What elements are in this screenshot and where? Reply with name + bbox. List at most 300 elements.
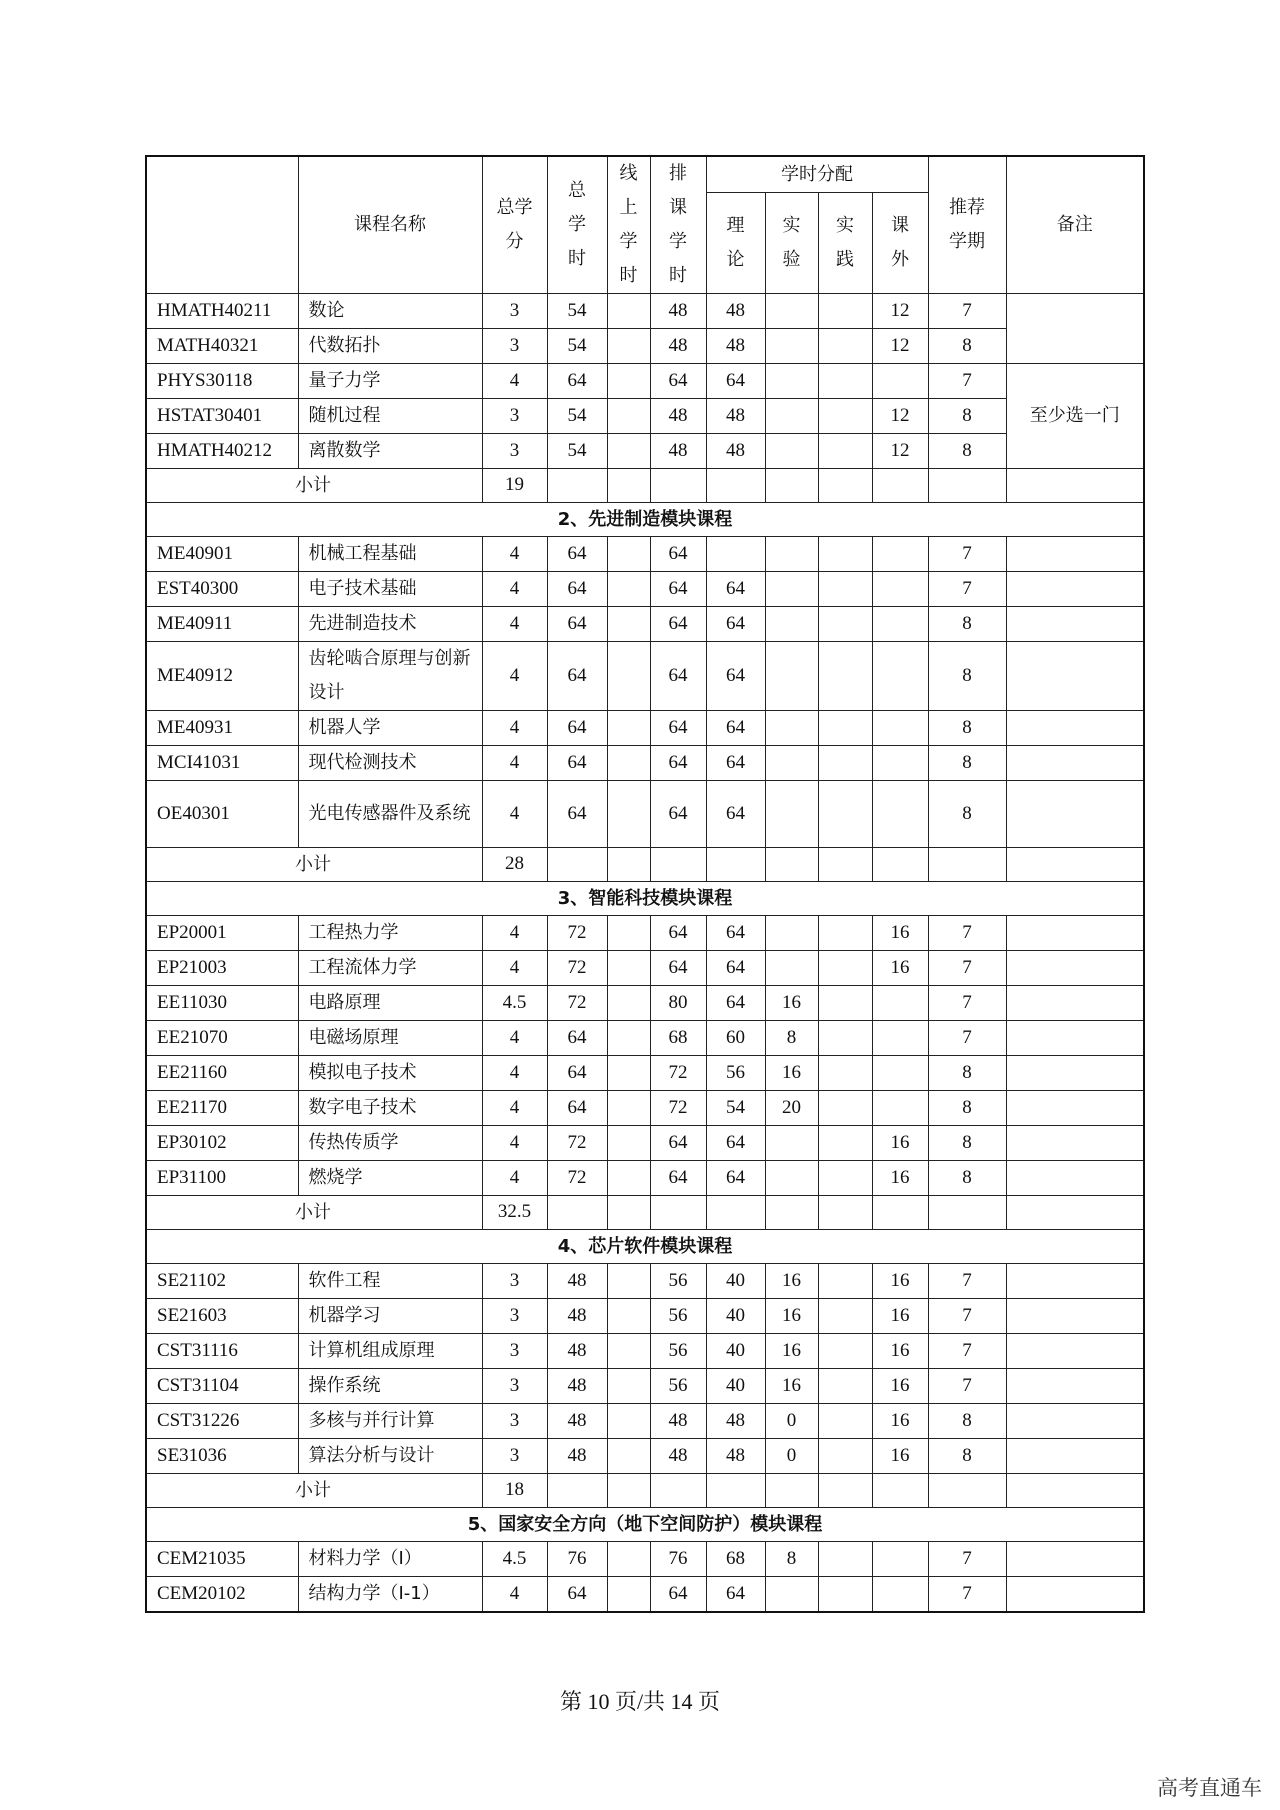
practice-hours [818, 746, 872, 781]
practice-hours [818, 1056, 872, 1091]
course-code: CST31104 [146, 1369, 298, 1404]
total-hours: 64 [547, 711, 607, 746]
lab-hours [765, 711, 818, 746]
theory-hours: 40 [706, 1264, 765, 1299]
remark-cell [1006, 1056, 1144, 1091]
online-hours [607, 1542, 650, 1577]
extra-hours [872, 642, 928, 711]
course-code: CST31116 [146, 1334, 298, 1369]
online-hours [607, 1264, 650, 1299]
practice-hours [818, 399, 872, 434]
section-header-row [146, 1230, 1144, 1264]
table-row [146, 1439, 1144, 1474]
course-name: 数字电子技术 [298, 1091, 482, 1126]
credits: 4 [482, 1091, 547, 1126]
remark-cell [1006, 642, 1144, 711]
credits: 4 [482, 607, 547, 642]
theory-hours: 48 [706, 1404, 765, 1439]
scheduled-hours: 76 [650, 1542, 706, 1577]
header-semester: 推荐学期 [928, 156, 1006, 294]
header-scheduled-hours: 排课学时 [650, 156, 706, 294]
semester: 7 [928, 1542, 1006, 1577]
course-name: 多核与并行计算 [298, 1404, 482, 1439]
semester: 7 [928, 1264, 1006, 1299]
remark-cell [1006, 986, 1144, 1021]
extra-hours: 16 [872, 1264, 928, 1299]
extra-hours: 16 [872, 916, 928, 951]
credits: 4 [482, 537, 547, 572]
course-code: EP21003 [146, 951, 298, 986]
total-hours: 64 [547, 607, 607, 642]
theory-hours: 40 [706, 1369, 765, 1404]
semester: 8 [928, 1056, 1006, 1091]
lab-hours: 16 [765, 986, 818, 1021]
extra-hours: 16 [872, 1334, 928, 1369]
online-hours [607, 1299, 650, 1334]
online-hours [607, 642, 650, 711]
practice-hours [818, 711, 872, 746]
course-code: EE21170 [146, 1091, 298, 1126]
theory-hours: 64 [706, 746, 765, 781]
course-code: CEM20102 [146, 1577, 298, 1613]
theory-hours: 64 [706, 711, 765, 746]
practice-hours [818, 1577, 872, 1613]
semester: 8 [928, 1439, 1006, 1474]
theory-hours [706, 537, 765, 572]
course-code: MCI41031 [146, 746, 298, 781]
theory-hours: 48 [706, 1439, 765, 1474]
subtotal-credits: 19 [482, 469, 547, 503]
theory-hours: 40 [706, 1334, 765, 1369]
remark-cell [1006, 1091, 1144, 1126]
scheduled-hours: 56 [650, 1334, 706, 1369]
watermark: 高考直通车 [1157, 1776, 1262, 1800]
theory-hours: 60 [706, 1021, 765, 1056]
extra-hours [872, 1056, 928, 1091]
theory-hours: 48 [706, 434, 765, 469]
lab-hours: 0 [765, 1439, 818, 1474]
subtotal-label: 小计 [146, 848, 482, 882]
lab-hours [765, 329, 818, 364]
theory-hours: 64 [706, 364, 765, 399]
theory-hours: 64 [706, 607, 765, 642]
course-name: 机器学习 [298, 1299, 482, 1334]
credits: 4 [482, 1056, 547, 1091]
course-name: 算法分析与设计 [298, 1439, 482, 1474]
lab-hours [765, 572, 818, 607]
course-name: 代数拓扑 [298, 329, 482, 364]
lab-hours [765, 434, 818, 469]
course-table [145, 155, 1145, 1613]
total-hours: 64 [547, 1056, 607, 1091]
course-name: 燃烧学 [298, 1161, 482, 1196]
online-hours [607, 537, 650, 572]
table-row [146, 329, 1144, 364]
course-name: 齿轮啮合原理与创新设计 [298, 642, 482, 711]
table-row [146, 916, 1144, 951]
table-row [146, 746, 1144, 781]
lab-hours: 20 [765, 1091, 818, 1126]
total-hours: 64 [547, 1091, 607, 1126]
lab-hours [765, 1126, 818, 1161]
semester: 8 [928, 434, 1006, 469]
practice-hours [818, 537, 872, 572]
extra-hours: 12 [872, 399, 928, 434]
table-row [146, 642, 1144, 711]
scheduled-hours: 64 [650, 711, 706, 746]
section-header-row [146, 503, 1144, 537]
practice-hours [818, 642, 872, 711]
lab-hours [765, 399, 818, 434]
total-hours: 64 [547, 364, 607, 399]
practice-hours [818, 951, 872, 986]
online-hours [607, 294, 650, 329]
practice-hours [818, 781, 872, 848]
scheduled-hours: 72 [650, 1056, 706, 1091]
subtotal-label: 小计 [146, 469, 482, 503]
lab-hours: 16 [765, 1056, 818, 1091]
theory-hours: 40 [706, 1299, 765, 1334]
subtotal-label: 小计 [146, 1474, 482, 1508]
course-name: 电子技术基础 [298, 572, 482, 607]
lab-hours [765, 916, 818, 951]
course-name: 计算机组成原理 [298, 1334, 482, 1369]
extra-hours [872, 1021, 928, 1056]
theory-hours: 64 [706, 951, 765, 986]
credits: 3 [482, 1334, 547, 1369]
semester: 8 [928, 1126, 1006, 1161]
practice-hours [818, 1369, 872, 1404]
semester: 8 [928, 781, 1006, 848]
lab-hours [765, 294, 818, 329]
practice-hours [818, 607, 872, 642]
practice-hours [818, 1542, 872, 1577]
extra-hours [872, 1577, 928, 1613]
online-hours [607, 951, 650, 986]
semester: 8 [928, 399, 1006, 434]
semester: 7 [928, 986, 1006, 1021]
scheduled-hours: 48 [650, 1404, 706, 1439]
lab-hours [765, 1161, 818, 1196]
remark-cell [1006, 1439, 1144, 1474]
course-code: EE11030 [146, 986, 298, 1021]
online-hours [607, 1334, 650, 1369]
semester: 7 [928, 572, 1006, 607]
header-practice: 实践 [818, 192, 872, 293]
total-hours: 64 [547, 572, 607, 607]
remark-cell [1006, 1542, 1144, 1577]
remark-cell [1006, 711, 1144, 746]
remark-cell [1006, 781, 1144, 848]
course-name: 离散数学 [298, 434, 482, 469]
online-hours [607, 364, 650, 399]
semester: 8 [928, 1091, 1006, 1126]
subtotal-row [146, 469, 1144, 503]
scheduled-hours: 48 [650, 399, 706, 434]
table-row [146, 364, 1144, 399]
theory-hours: 64 [706, 781, 765, 848]
online-hours [607, 746, 650, 781]
credits: 4 [482, 746, 547, 781]
course-code: PHYS30118 [146, 364, 298, 399]
lab-hours: 0 [765, 1404, 818, 1439]
scheduled-hours: 56 [650, 1369, 706, 1404]
course-name: 材料力学（I） [298, 1542, 482, 1577]
lab-hours: 16 [765, 1369, 818, 1404]
table-row [146, 1161, 1144, 1196]
total-hours: 54 [547, 434, 607, 469]
course-name: 量子力学 [298, 364, 482, 399]
table-row [146, 1299, 1144, 1334]
online-hours [607, 986, 650, 1021]
remark-cell [1006, 1369, 1144, 1404]
lab-hours [765, 537, 818, 572]
scheduled-hours: 64 [650, 642, 706, 711]
course-code: OE40301 [146, 781, 298, 848]
table-header [146, 156, 1144, 294]
course-table-container [145, 155, 1143, 1613]
remark-cell [1006, 1126, 1144, 1161]
practice-hours [818, 1334, 872, 1369]
remark-cell [1006, 1299, 1144, 1334]
online-hours [607, 1161, 650, 1196]
extra-hours: 16 [872, 1369, 928, 1404]
practice-hours [818, 1126, 872, 1161]
header-lab: 实验 [765, 192, 818, 293]
online-hours [607, 916, 650, 951]
course-code: CST31226 [146, 1404, 298, 1439]
course-name: 电路原理 [298, 986, 482, 1021]
lab-hours [765, 607, 818, 642]
extra-hours: 12 [872, 294, 928, 329]
lab-hours [765, 364, 818, 399]
course-name: 数论 [298, 294, 482, 329]
lab-hours [765, 642, 818, 711]
course-name: 结构力学（I-1） [298, 1577, 482, 1613]
total-hours: 48 [547, 1264, 607, 1299]
credits: 4 [482, 781, 547, 848]
extra-hours [872, 711, 928, 746]
extra-hours: 16 [872, 1404, 928, 1439]
practice-hours [818, 329, 872, 364]
section-title: 4、芯片软件模块课程 [146, 1230, 1144, 1264]
course-name: 电磁场原理 [298, 1021, 482, 1056]
course-name: 软件工程 [298, 1264, 482, 1299]
credits: 3 [482, 434, 547, 469]
course-code: ME40912 [146, 642, 298, 711]
lab-hours [765, 746, 818, 781]
table-row [146, 537, 1144, 572]
header-hour-distribution: 学时分配 [706, 156, 928, 192]
course-code: EP30102 [146, 1126, 298, 1161]
extra-hours [872, 364, 928, 399]
credits: 4.5 [482, 1542, 547, 1577]
total-hours: 72 [547, 1126, 607, 1161]
extra-hours: 16 [872, 1439, 928, 1474]
practice-hours [818, 1091, 872, 1126]
scheduled-hours: 72 [650, 1091, 706, 1126]
header-total-hours: 总学时 [547, 156, 607, 294]
theory-hours: 64 [706, 642, 765, 711]
lab-hours [765, 951, 818, 986]
credits: 4 [482, 1021, 547, 1056]
practice-hours [818, 986, 872, 1021]
credits: 3 [482, 1264, 547, 1299]
course-name: 模拟电子技术 [298, 1056, 482, 1091]
practice-hours [818, 1264, 872, 1299]
remark-cell [1006, 1264, 1144, 1299]
table-row [146, 294, 1144, 329]
theory-hours: 48 [706, 294, 765, 329]
extra-hours [872, 986, 928, 1021]
extra-hours: 16 [872, 1126, 928, 1161]
credits: 4 [482, 572, 547, 607]
header-code [146, 156, 298, 294]
credits: 3 [482, 1404, 547, 1439]
extra-hours [872, 1091, 928, 1126]
credits: 3 [482, 294, 547, 329]
course-code: EP20001 [146, 916, 298, 951]
section-title: 3、智能科技模块课程 [146, 882, 1144, 916]
scheduled-hours: 64 [650, 1577, 706, 1613]
table-row [146, 434, 1144, 469]
credits: 4 [482, 951, 547, 986]
total-hours: 64 [547, 781, 607, 848]
online-hours [607, 1021, 650, 1056]
course-code: ME40901 [146, 537, 298, 572]
scheduled-hours: 64 [650, 951, 706, 986]
section-title: 2、先进制造模块课程 [146, 503, 1144, 537]
theory-hours: 64 [706, 1577, 765, 1613]
extra-hours [872, 607, 928, 642]
credits: 4 [482, 1577, 547, 1613]
extra-hours: 16 [872, 1161, 928, 1196]
online-hours [607, 1404, 650, 1439]
header-remark: 备注 [1006, 156, 1144, 294]
remark-select-one: 至少选一门 [1006, 364, 1144, 469]
course-name: 机械工程基础 [298, 537, 482, 572]
extra-hours [872, 572, 928, 607]
theory-hours: 48 [706, 329, 765, 364]
course-code: HMATH40211 [146, 294, 298, 329]
section-title: 5、国家安全方向（地下空间防护）模块课程 [146, 1508, 1144, 1542]
course-name: 操作系统 [298, 1369, 482, 1404]
credits: 3 [482, 1299, 547, 1334]
online-hours [607, 1369, 650, 1404]
credits: 4 [482, 711, 547, 746]
remark-cell [1006, 294, 1144, 364]
theory-hours: 64 [706, 916, 765, 951]
lab-hours: 8 [765, 1021, 818, 1056]
semester: 7 [928, 1299, 1006, 1334]
lab-hours [765, 781, 818, 848]
semester: 8 [928, 1404, 1006, 1439]
semester: 8 [928, 1161, 1006, 1196]
course-name: 先进制造技术 [298, 607, 482, 642]
subtotal-credits: 18 [482, 1474, 547, 1508]
credits: 4 [482, 1161, 547, 1196]
remark-cell [1006, 1334, 1144, 1369]
practice-hours [818, 1161, 872, 1196]
semester: 8 [928, 746, 1006, 781]
remark-cell [1006, 916, 1144, 951]
credits: 4 [482, 642, 547, 711]
table-row [146, 1334, 1144, 1369]
total-hours: 64 [547, 537, 607, 572]
course-code: EE21070 [146, 1021, 298, 1056]
scheduled-hours: 64 [650, 1161, 706, 1196]
total-hours: 72 [547, 986, 607, 1021]
theory-hours: 64 [706, 572, 765, 607]
credits: 3 [482, 1439, 547, 1474]
remark-cell [1006, 1021, 1144, 1056]
lab-hours: 16 [765, 1334, 818, 1369]
total-hours: 64 [547, 1021, 607, 1056]
practice-hours [818, 1021, 872, 1056]
table-row [146, 1056, 1144, 1091]
table-row [146, 1542, 1144, 1577]
course-name: 现代检测技术 [298, 746, 482, 781]
table-row [146, 1369, 1144, 1404]
semester: 8 [928, 711, 1006, 746]
semester: 7 [928, 1369, 1006, 1404]
total-hours: 54 [547, 329, 607, 364]
theory-hours: 68 [706, 1542, 765, 1577]
remark-cell [1006, 1404, 1144, 1439]
header-online-hours: 线上学时 [607, 156, 650, 294]
remark-cell [1006, 537, 1144, 572]
scheduled-hours: 56 [650, 1264, 706, 1299]
online-hours [607, 1577, 650, 1613]
course-name: 工程热力学 [298, 916, 482, 951]
remark-cell [1006, 1577, 1144, 1613]
online-hours [607, 711, 650, 746]
table-row [146, 1264, 1144, 1299]
online-hours [607, 329, 650, 364]
total-hours: 76 [547, 1542, 607, 1577]
practice-hours [818, 572, 872, 607]
course-code: HMATH40212 [146, 434, 298, 469]
lab-hours: 16 [765, 1299, 818, 1334]
section-header-row [146, 882, 1144, 916]
credits: 3 [482, 1369, 547, 1404]
remark-cell [1006, 951, 1144, 986]
theory-hours: 64 [706, 986, 765, 1021]
total-hours: 48 [547, 1369, 607, 1404]
course-name: 随机过程 [298, 399, 482, 434]
table-row [146, 1577, 1144, 1613]
practice-hours [818, 1404, 872, 1439]
course-code: EP31100 [146, 1161, 298, 1196]
table-row [146, 399, 1144, 434]
practice-hours [818, 434, 872, 469]
table-row [146, 607, 1144, 642]
header-credits: 总学分 [482, 156, 547, 294]
theory-hours: 54 [706, 1091, 765, 1126]
scheduled-hours: 64 [650, 607, 706, 642]
practice-hours [818, 1299, 872, 1334]
online-hours [607, 1056, 650, 1091]
credits: 4 [482, 364, 547, 399]
semester: 7 [928, 537, 1006, 572]
subtotal-credits: 32.5 [482, 1196, 547, 1230]
semester: 7 [928, 364, 1006, 399]
subtotal-row [146, 1196, 1144, 1230]
practice-hours [818, 1439, 872, 1474]
semester: 7 [928, 294, 1006, 329]
semester: 8 [928, 607, 1006, 642]
scheduled-hours: 64 [650, 781, 706, 848]
